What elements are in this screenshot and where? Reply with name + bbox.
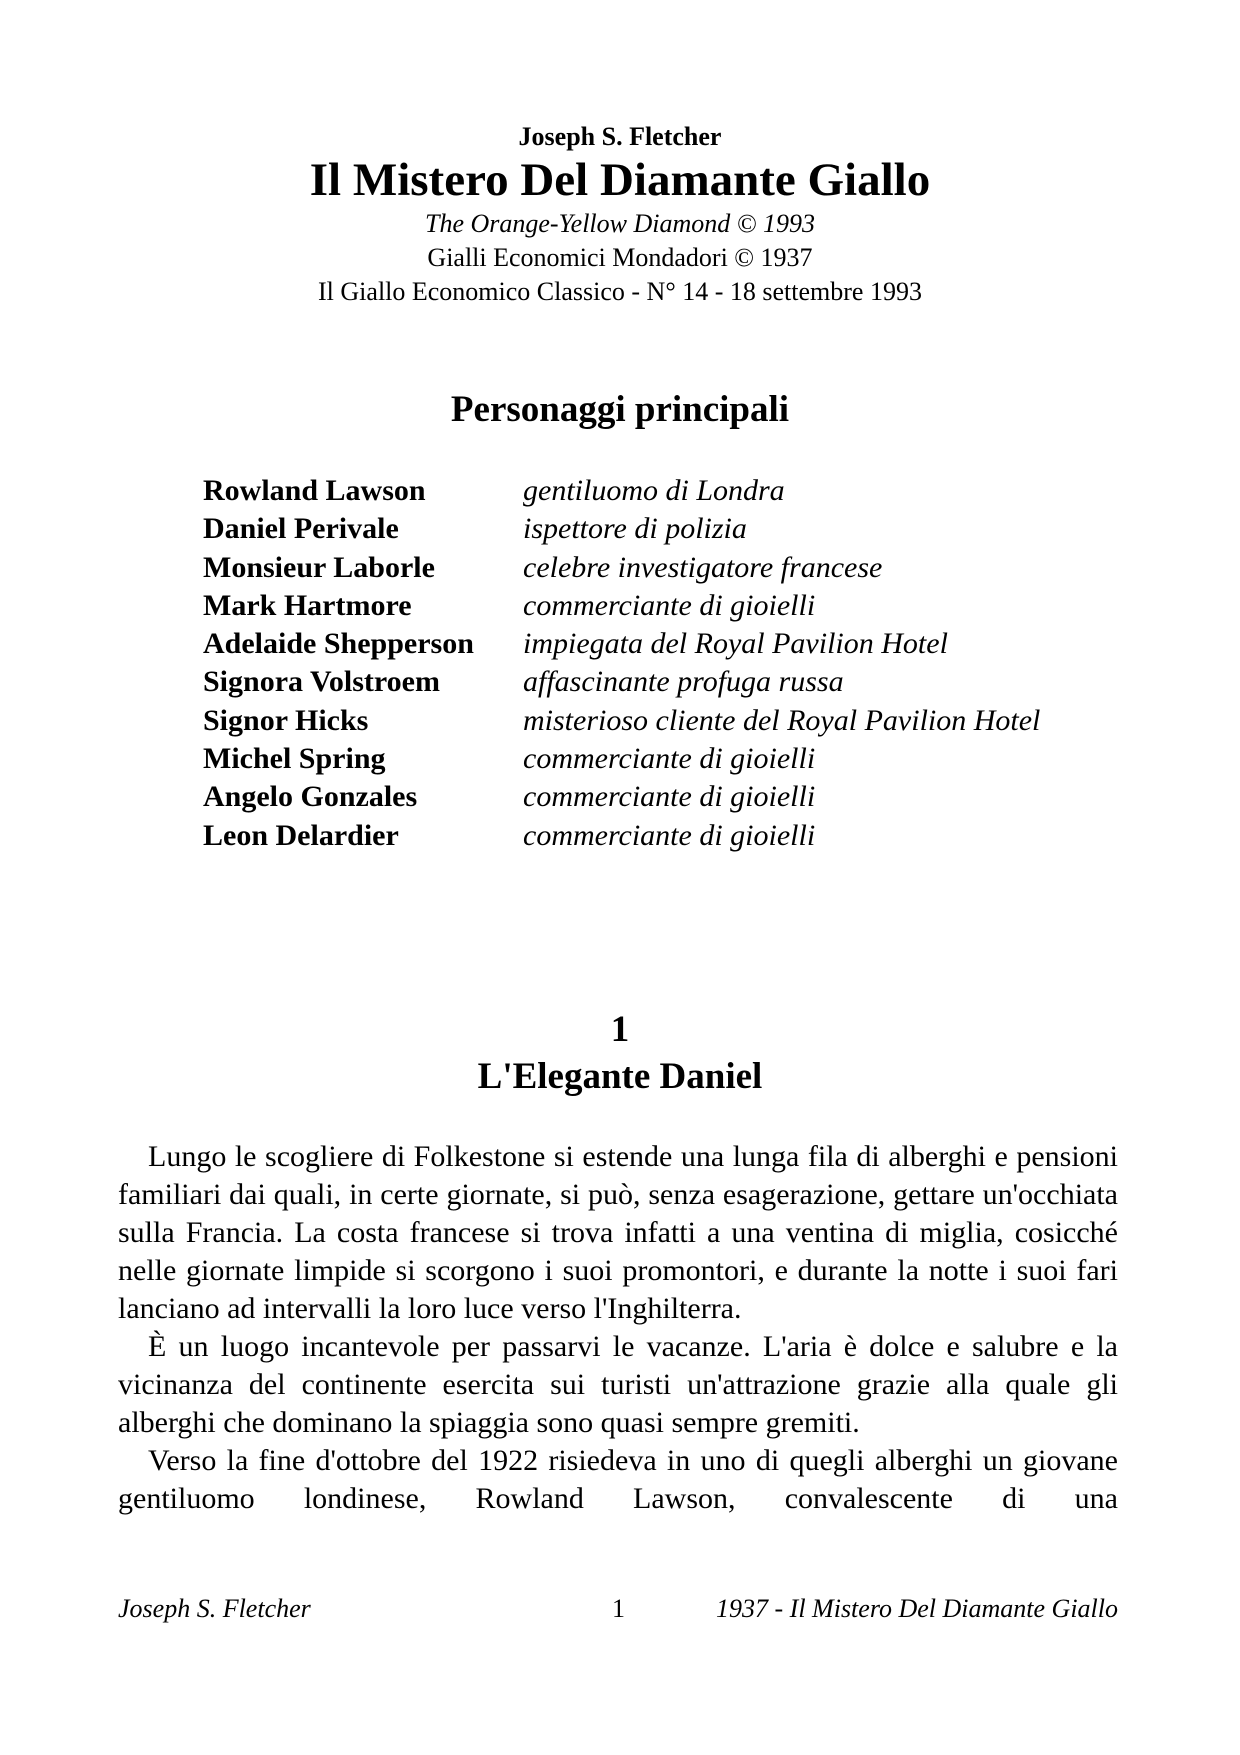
character-name: Daniel Perivale	[203, 512, 399, 546]
character-name: Signora Volstroem	[203, 665, 440, 699]
character-row	[203, 549, 1103, 587]
chapter-number: 1	[610, 1009, 630, 1050]
character-row	[203, 510, 1103, 548]
character-row	[203, 740, 1103, 778]
character-role: celebre investigatore francese	[523, 550, 883, 584]
original-title: The Orange-Yellow Diamond © 1993	[424, 209, 816, 238]
character-row	[203, 778, 1103, 816]
character-role: commerciante di gioielli	[523, 818, 816, 852]
paragraph: Verso la fine d'ottobre del 1922 risiedeva in uno di quegli alberghi un giovane gentiluomo londinese, Rowland Lawson, convalescente di una	[118, 1444, 1118, 1515]
character-row	[203, 817, 1103, 855]
character-row	[203, 663, 1103, 701]
character-role: commerciante di gioielli	[523, 742, 816, 776]
character-row	[203, 625, 1103, 663]
paragraph: È un luogo incantevole per passarvi le vacanze. L'aria è dolce e salubre e la vicinanza del continente esercita sui turisti un'attrazione grazie alla quale gli alberghi che dominano la spiaggia sono quasi sempre gremiti.	[118, 1330, 1118, 1439]
character-role: gentiluomo di Londra	[523, 474, 785, 507]
book-title: Il Mistero Del Diamante Giallo	[309, 154, 931, 206]
character-role: commerciante di gioielli	[523, 588, 816, 622]
footer-book-title: 1937 - Il Mistero Del Diamante Giallo	[716, 1594, 1118, 1623]
page-number: 1	[612, 1594, 625, 1623]
character-role: ispettore di polizia	[523, 512, 747, 546]
publisher-line: Gialli Economici Mondadori © 1937	[427, 243, 813, 272]
character-role: commerciante di gioielli	[523, 780, 816, 814]
character-name: Adelaide Shepperson	[203, 627, 474, 661]
character-name: Michel Spring	[203, 742, 386, 776]
series-line: Il Giallo Economico Classico - N° 14 - 18 settembre 1993	[318, 277, 922, 306]
character-row	[203, 472, 1103, 510]
character-name: Angelo Gonzales	[203, 780, 418, 814]
character-name: Signor Hicks	[203, 703, 369, 737]
characters-heading: Personaggi principali	[450, 389, 790, 430]
author-name: Joseph S. Fletcher	[518, 122, 722, 151]
character-role: misterioso cliente del Royal Pavilion Hotel	[523, 703, 1041, 737]
chapter-body	[118, 1138, 1118, 1518]
character-name: Mark Hartmore	[203, 588, 412, 622]
character-row	[203, 587, 1103, 625]
chapter-title: L'Elegante Daniel	[477, 1056, 763, 1097]
character-name: Leon Delardier	[203, 818, 399, 852]
character-row	[203, 702, 1103, 740]
character-name: Rowland Lawson	[203, 474, 426, 507]
characters-list	[203, 472, 1103, 855]
character-name: Monsieur Laborle	[203, 550, 435, 584]
character-role: affascinante profuga russa	[523, 665, 844, 699]
footer-author: Joseph S. Fletcher	[118, 1594, 311, 1623]
character-role: impiegata del Royal Pavilion Hotel	[523, 627, 948, 661]
paragraph: Lungo le scogliere di Folkestone si estende una lunga fila di alberghi e pensioni familiari dai quali, in certe giornate, si può, senza esagerazione, gettare un'occhiata sulla Francia. La costa francese si trova infatti a una ventina di miglia, cosicché nelle giornate limpide si scorgono i suoi promontori, e durante la notte i suoi fari lanciano ad intervalli la loro luce verso l'Inghilterra.	[118, 1140, 1118, 1325]
